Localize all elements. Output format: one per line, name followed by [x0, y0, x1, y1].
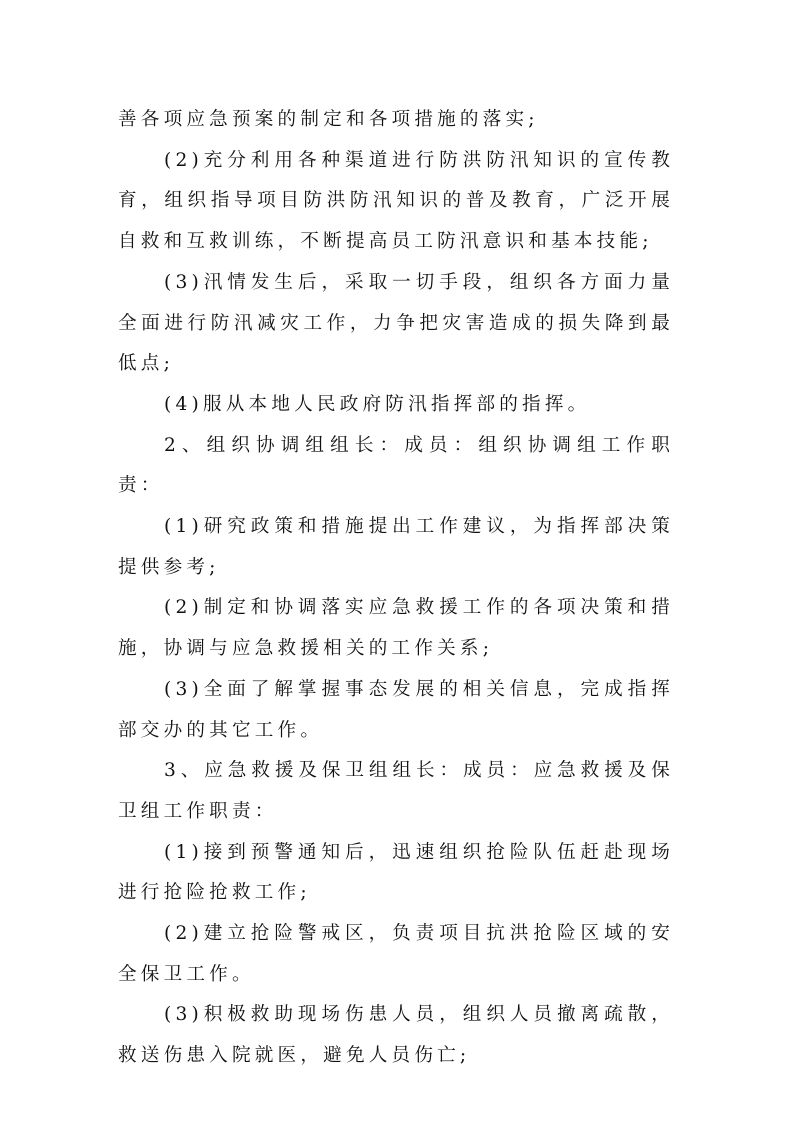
- paragraph-coordination-item-1: (1)研究政策和措施提出工作建议，为指挥部决策提供参考;: [118, 516, 674, 578]
- paragraph-continuation: 善各项应急预案的制定和各项措施的落实;: [118, 109, 539, 130]
- paragraph-rescue-item-3: (3)积极救助现场伤患人员，组织人员撤离疏散，救送伤患入院就医，避免人员伤亡;: [118, 1004, 674, 1067]
- paragraph-item-4-obey-command: (4)服从本地人民政府防汛指挥部的指挥。: [164, 393, 591, 415]
- paragraph-rescue-item-1: (1)接到预警通知后，迅速组织抢险队伍赶赴现场进行抢险抢救工作;: [118, 841, 674, 904]
- section-heading-rescue-security-group: 3、应急救援及保卫组组长：成员：应急救援及保卫组工作职责：: [118, 760, 674, 822]
- paragraph-rescue-item-2: (2)建立抢险警戒区，负责项目抗洪抢险区域的安全保卫工作。: [118, 923, 674, 985]
- document-body: [118, 100, 674, 1077]
- section-heading-coordination-group: 2、组织协调组组长：成员：组织协调组工作职责：: [118, 434, 674, 497]
- paragraph-coordination-item-3: (3)全面了解掌握事态发展的相关信息，完成指挥部交办的其它工作。: [118, 678, 674, 741]
- paragraph-coordination-item-2: (2)制定和协调落实应急救援工作的各项决策和措施，协调与应急救援相关的工作关系;: [118, 597, 674, 660]
- paragraph-item-3-flood-response: (3)汛情发生后，采取一切手段，组织各方面力量全面进行防汛减灾工作，力争把灾害造成的损失降到最低点;: [118, 271, 674, 375]
- paragraph-item-2-publicity: (2)充分利用各种渠道进行防洪防汛知识的宣传教育，组织指导项目防洪防汛知识的普及教育，广泛开展自救和互救训练，不断提高员工防汛意识和基本技能;: [118, 149, 674, 253]
